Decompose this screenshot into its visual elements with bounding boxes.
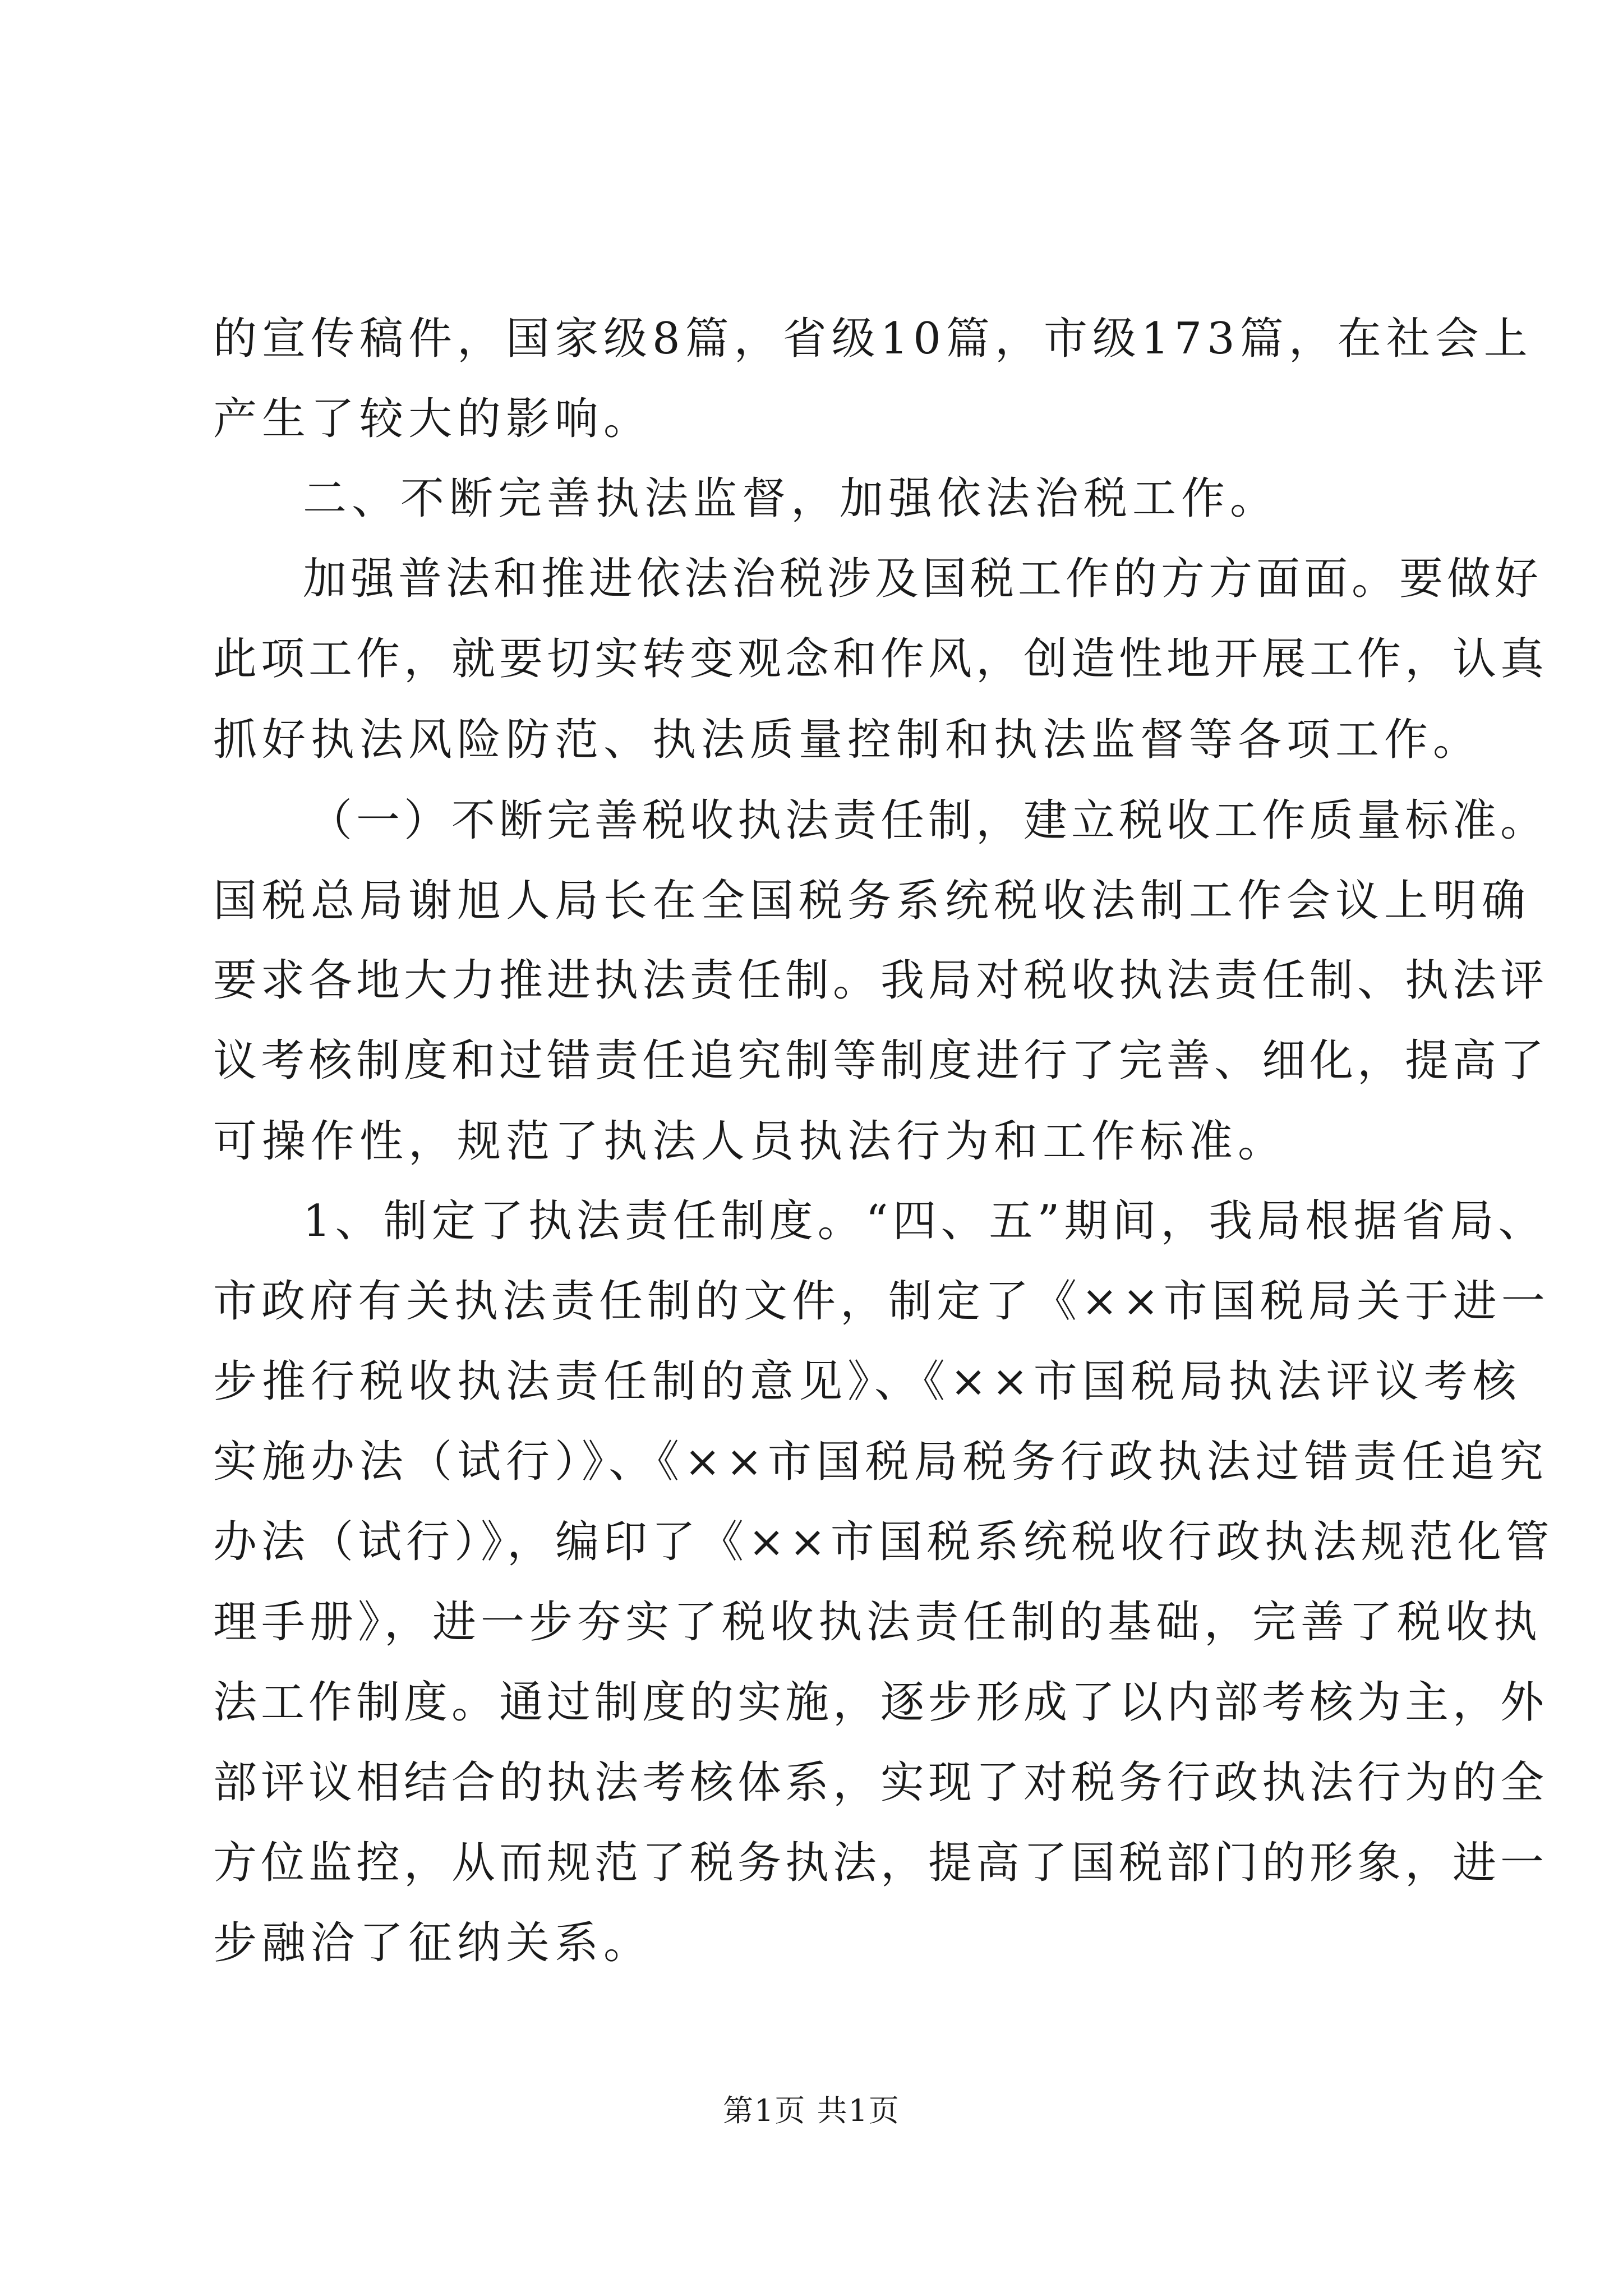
page-number-footer: 第1页 共1页 [723,2093,900,2128]
body-text-line: 此项工作，就要切实转变观念和作风，创造性地开展工作，认真 [213,634,1548,684]
subsection-heading: （一）不断完善税收执法责任制，建立税收工作质量标准。 [308,795,1548,846]
section-heading: 二、不断完善执法监督，加强依法治税工作。 [303,473,1279,524]
body-text-line: 产生了较大的影响。 [213,394,653,444]
body-text-line: 议考核制度和过错责任追究制等制度进行了完善、细化，提高了 [213,1036,1548,1086]
body-text-line: 理手册》，进一步夯实了税收执法责任制的基础，完善了税收执 [213,1597,1542,1648]
body-text-line: 1、制定了执法责任制度。“四、五”期间，我局根据省局、 [303,1196,1547,1246]
body-text-line: 可操作性，规范了执法人员执法行为和工作标准。 [213,1116,1287,1167]
body-text-line: 方位监控，从而规范了税务执法，提高了国税部门的形象，进一 [213,1838,1548,1888]
body-text-line: 办法（试行）》，编印了《××市国税系统税收行政执法规范化管 [213,1517,1554,1567]
body-text-line: 步推行税收执法责任制的意见》、《××市国税局执法评议考核 [213,1356,1521,1407]
body-text-line: 的宣传稿件，国家级8篇，省级10篇，市级173篇，在社会上 [213,314,1533,364]
body-text-line: 实施办法（试行）》、《××市国税局税务行政执法过错责任追究 [213,1437,1548,1487]
body-text-line: 国税总局谢旭人局长在全国税务系统税收法制工作会议上明确 [213,876,1531,926]
body-text-line: 法工作制度。通过制度的实施，逐步形成了以内部考核为主，外 [213,1677,1548,1728]
body-text-line: 要求各地大力推进执法责任制。我局对税收执法责任制、执法评 [213,955,1548,1006]
body-text-line: 部评议相结合的执法考核体系，实现了对税务行政执法行为的全 [213,1757,1548,1808]
body-text-line: 市政府有关执法责任制的文件，制定了《××市国税局关于进一 [213,1276,1550,1327]
body-text-line: 步融洽了征纳关系。 [213,1918,653,1968]
body-text-line: 抓好执法风险防范、执法质量控制和执法监督等各项工作。 [213,715,1482,765]
body-text-line: 加强普法和推进依法治税涉及国税工作的方方面面。要做好 [303,554,1543,604]
